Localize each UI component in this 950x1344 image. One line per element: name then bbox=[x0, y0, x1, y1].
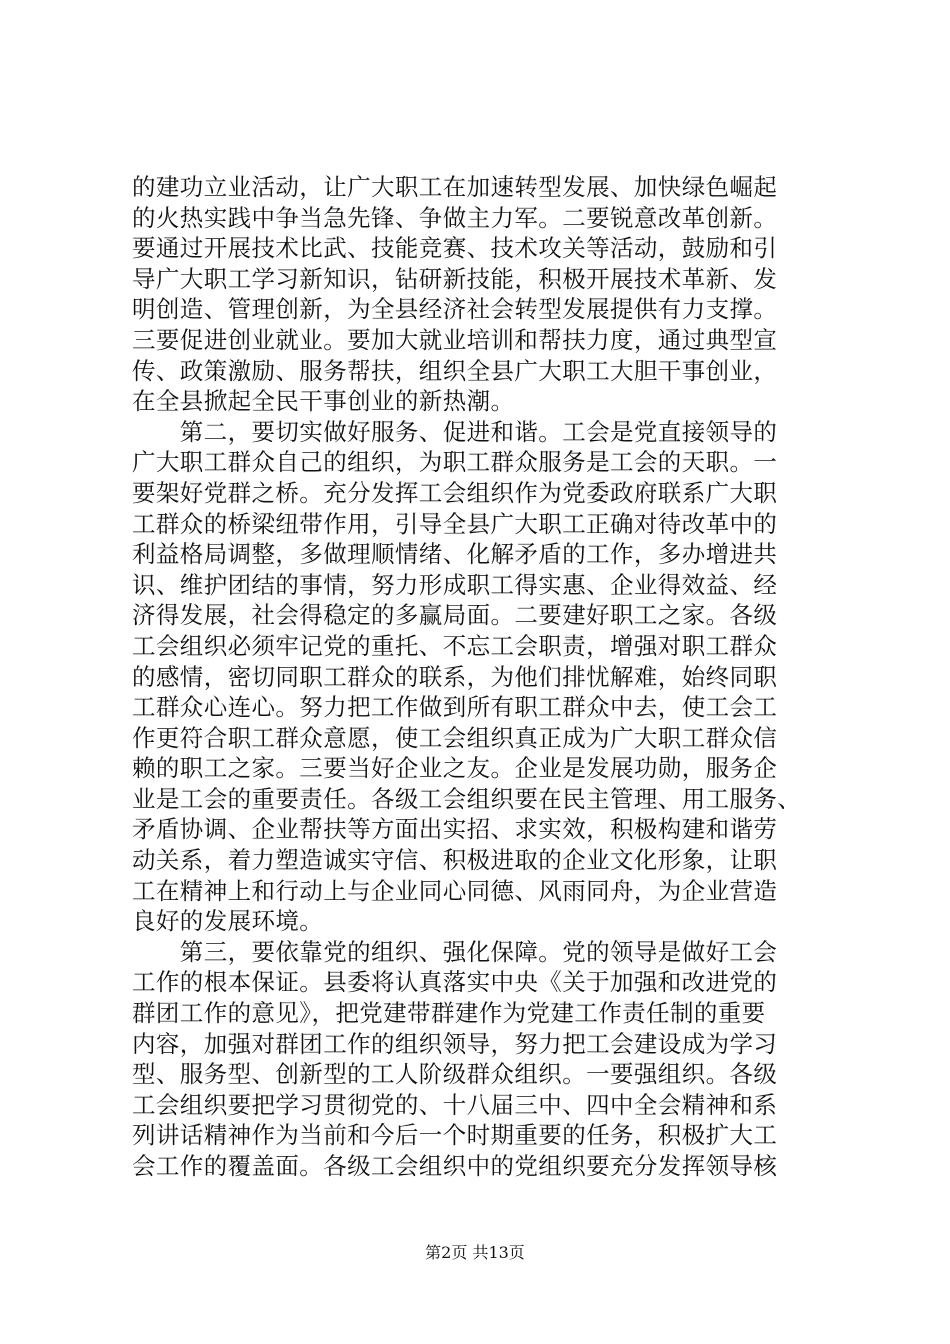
text-line: 工作的根本保证。县委将认真落实中央《关于加强和改进党的 bbox=[132, 968, 778, 997]
text-line: 型、服务型、创新型的工人阶级群众组织。一要强组织。各级 bbox=[132, 1060, 778, 1089]
text-line: 矛盾协调、企业帮扶等方面出实招、求实效，积极构建和谐劳 bbox=[132, 815, 778, 844]
text-line: 工群众的桥梁纽带作用，引导全县广大职工正确对待改革中的 bbox=[132, 509, 778, 538]
text-line: 明创造、管理创新，为全县经济社会转型发展提供有力支撑。 bbox=[132, 295, 778, 324]
text-line: 群团工作的意见》，把党建带群建作为党建工作责任制的重要 bbox=[132, 999, 766, 1028]
text-line: 的火热实践中争当急先锋、争做主力军。二要锐意改革创新。 bbox=[132, 203, 778, 232]
page-number-footer: 第2页 共13页 bbox=[425, 1243, 525, 1262]
text-line: 导广大职工学习新知识，钻研新技能，积极开展技术革新、发 bbox=[132, 264, 778, 293]
text-line: 广大职工群众自己的组织，为职工群众服务是工会的天职。一 bbox=[132, 448, 778, 477]
text-line: 要通过开展技术比武、技能竞赛、技术攻关等活动，鼓励和引 bbox=[132, 234, 778, 263]
document-body bbox=[132, 172, 832, 1182]
paragraph-start-line: 第三，要依靠党的组织、强化保障。党的领导是做好工会 bbox=[132, 937, 778, 966]
text-line: 传、政策激励、服务帮扶，组织全县广大职工大胆干事创业， bbox=[132, 356, 778, 385]
text-line: 动关系，着力塑造诚实守信、积极进取的企业文化形象，让职 bbox=[132, 846, 778, 875]
text-line: 在全县掀起全民干事创业的新热潮。 bbox=[132, 387, 515, 416]
text-line: 利益格局调整，多做理顺情绪、化解矛盾的工作，多办增进共 bbox=[132, 540, 778, 569]
text-line: 工会组织要把学习贯彻党的、十八届三中、四中全会精神和系 bbox=[132, 1090, 778, 1119]
text-line: 识、维护团结的事情，努力形成职工得实惠、企业得效益、经 bbox=[132, 570, 778, 599]
text-line: 会工作的覆盖面。各级工会组织中的党组织要充分发挥领导核 bbox=[132, 1152, 778, 1180]
text-line: 工在精神上和行动上与企业同心同德、风雨同舟，为企业营造 bbox=[132, 876, 778, 905]
text-line: 三要促进创业就业。要加大就业培训和帮扶力度，通过典型宣 bbox=[132, 325, 778, 354]
text-line: 工群众心连心。努力把工作做到所有职工群众中去，使工会工 bbox=[132, 693, 778, 722]
text-line: 列讲话精神作为当前和今后一个时期重要的任务，积极扩大工 bbox=[132, 1121, 778, 1150]
text-line: 内容，加强对群团工作的组织领导，努力把工会建设成为学习 bbox=[132, 1029, 778, 1058]
text-line: 的建功立业活动，让广大职工在加速转型发展、加快绿色崛起 bbox=[132, 173, 778, 201]
text-line: 业是工会的重要责任。各级工会组织要在民主管理、用工服务、 bbox=[132, 784, 802, 813]
text-line: 要架好党群之桥。充分发挥工会组织作为党委政府联系广大职 bbox=[132, 478, 778, 507]
text-line: 赖的职工之家。三要当好企业之友。企业是发展功勋，服务企 bbox=[132, 754, 778, 783]
text-line: 济得发展，社会得稳定的多赢局面。二要建好职工之家。各级 bbox=[132, 601, 778, 630]
text-line: 工会组织必须牢记党的重托、不忘工会职责，增强对职工群众 bbox=[132, 631, 778, 660]
text-line: 的感情，密切同职工群众的联系，为他们排忧解难，始终同职 bbox=[132, 662, 778, 691]
paragraph-start-line: 第二，要切实做好服务、促进和谐。工会是党直接领导的 bbox=[132, 417, 778, 446]
text-line: 良好的发展环境。 bbox=[132, 907, 324, 936]
text-line: 作更符合职工群众意愿，使工会组织真正成为广大职工群众信 bbox=[132, 723, 778, 752]
